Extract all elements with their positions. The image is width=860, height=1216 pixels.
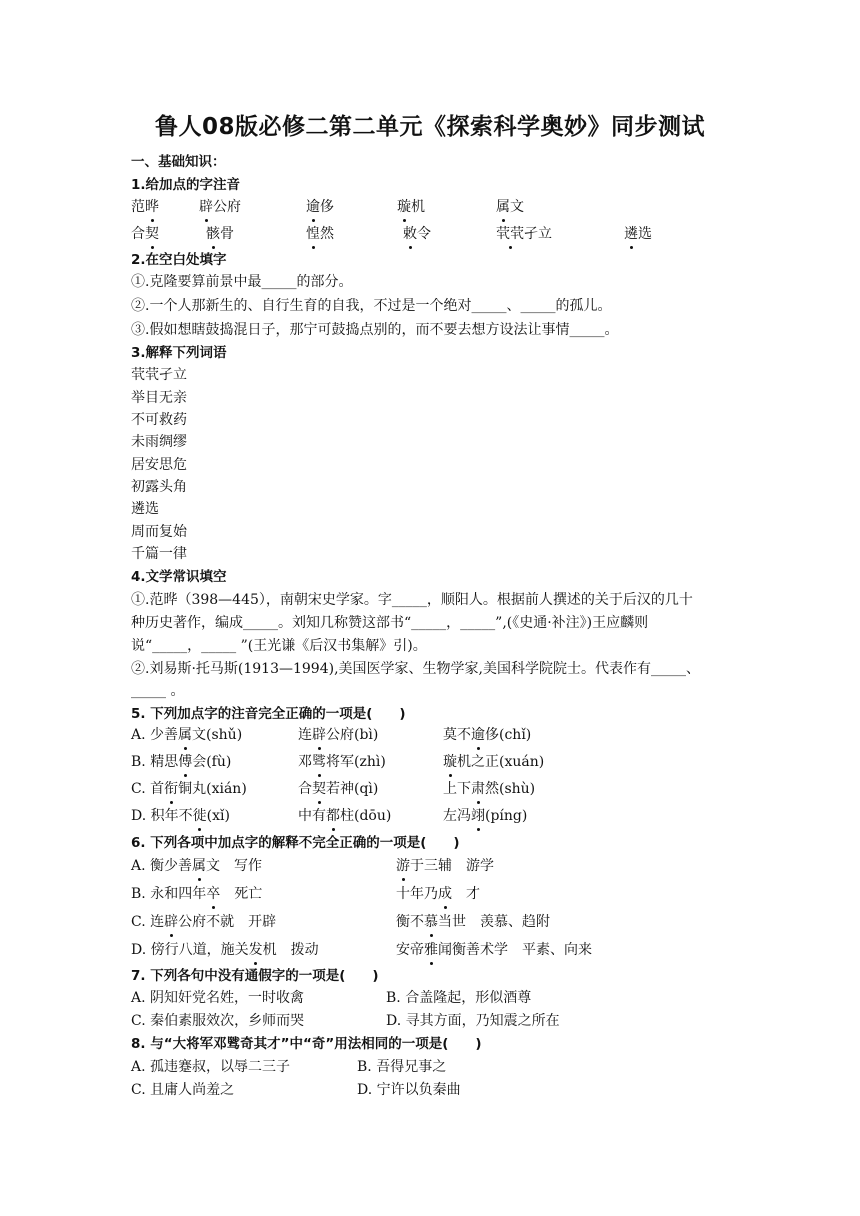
option-item [131, 752, 231, 772]
option-item [443, 725, 531, 745]
plain-text: 公府不就 开辟 [178, 914, 277, 930]
option-item [298, 725, 378, 745]
dotted-character: 肃 [471, 781, 485, 797]
plain-text: (píng) [485, 808, 528, 824]
dotted-character: 茕茕 [496, 226, 524, 242]
dotted-character: 遴 [624, 226, 638, 242]
plain-text: A. 衡少善 [131, 858, 193, 874]
vocab-item: 举目无亲 [131, 390, 187, 406]
plain-text: 若神(qì) [326, 781, 379, 797]
option-b: B. 合盖隆起，形似酒尊 [386, 990, 532, 1006]
dotted-character: 晔 [145, 199, 159, 215]
literature-line: ②.刘易斯·托马斯(1913—1994),美国医学家、生物学家,美国科学院院士。代表作有_____、 [131, 661, 700, 677]
question-5-heading: 5. 下列加点字的注音完全正确的一项是( ) [131, 706, 406, 722]
plain-text: 十年乃 [396, 886, 438, 902]
dotted-character: 属 [192, 858, 207, 874]
question-6-heading: 6. 下列各项中加点字的解释不完全正确的一项是( ) [131, 835, 460, 851]
dotted-character: 契 [145, 226, 159, 242]
plain-text: 文 写作 [206, 858, 263, 874]
plain-text: 侈 [320, 199, 334, 215]
dotted-character: 发 [248, 942, 263, 958]
plain-text: 中有 [298, 808, 326, 824]
plain-text: C. 首 [131, 781, 165, 797]
pinyin-term [306, 197, 334, 217]
plain-text: 机 [411, 199, 425, 215]
vocab-item: 周而复始 [131, 524, 187, 540]
option-b: B. 吾得兄事之 [357, 1059, 447, 1075]
pinyin-term [496, 224, 552, 244]
dotted-character: 都 [326, 808, 340, 824]
literature-line: 说“_____，_____ ”(王光谦《后汉书集解》引)。 [131, 638, 427, 654]
dotted-character: 璇 [443, 754, 457, 770]
option-item [298, 779, 378, 799]
plain-text: D. 积年不 [131, 808, 193, 824]
plain-text: 合 [298, 781, 312, 797]
option-item [131, 884, 262, 904]
option-a: A. 孤违蹇叔，以辱二三子 [131, 1059, 291, 1075]
question-7-heading: 7. 下列各句中没有通假字的一项是( ) [131, 968, 379, 984]
plain-text: 才 [452, 886, 480, 902]
option-item [396, 940, 592, 960]
fill-blank-line: ③.假如想瞎鼓捣混日子，那宁可鼓捣点别的，而不要去想方设法让事情_____。 [131, 322, 619, 338]
dotted-character: 属 [496, 199, 510, 215]
option-item [443, 806, 527, 826]
plain-text: 合 [131, 226, 145, 242]
pinyin-term [496, 197, 524, 217]
pinyin-term [624, 224, 652, 244]
question-3-heading: 3.解释下列词语 [131, 345, 227, 361]
option-item [131, 806, 230, 826]
dotted-character: 傅 [178, 754, 193, 770]
option-item [443, 779, 535, 799]
option-c: C. 秦伯素服效次，乡师而哭 [131, 1013, 305, 1029]
plain-text: 莫不 [443, 727, 471, 743]
question-1-heading: 1.给加点的字注音 [131, 177, 241, 193]
dotted-character: 骘 [312, 754, 326, 770]
plain-text: 会(fù) [192, 754, 232, 770]
plain-text: 于三辅 游学 [410, 858, 494, 874]
plain-text: 侈(chǐ) [485, 727, 532, 743]
plain-text: 范 [131, 199, 145, 215]
dotted-character: 卒 [206, 886, 221, 902]
dotted-character: 逾 [471, 727, 485, 743]
option-d: D. 宁许以负秦曲 [357, 1082, 461, 1098]
plain-text: 左冯 [443, 808, 471, 824]
question-8-heading: 8. 与“大将军邓骘奇其才”中“奇”用法相同的一项是( ) [131, 1036, 482, 1052]
option-item [131, 856, 262, 876]
vocab-item: 居安思危 [131, 457, 187, 473]
pinyin-term [306, 224, 334, 244]
plain-text: 公府(bì) [326, 727, 379, 743]
option-item [443, 752, 544, 772]
plain-text: A. 少善 [131, 727, 179, 743]
plain-text: 连 [298, 727, 312, 743]
plain-text: B. 精思 [131, 754, 179, 770]
option-item [131, 725, 242, 745]
fill-blank-line: ①.克隆要算前景中最_____的部分。 [131, 274, 353, 290]
question-4-heading: 4.文学常识填空 [131, 569, 227, 585]
fill-blank-line: ②.一个人那新生的、自行生育的自我，不过是一个绝对_____、_____的孤儿。 [131, 298, 612, 314]
vocab-item: 茕茕孑立 [131, 367, 187, 383]
option-d: D. 寻其方面，乃知震之所在 [386, 1013, 560, 1029]
vocab-item: 不可救药 [131, 412, 187, 428]
option-item [131, 940, 319, 960]
plain-text: 上下 [443, 781, 471, 797]
option-item [131, 779, 247, 799]
dotted-character: 衔 [164, 781, 179, 797]
option-item [131, 912, 276, 932]
dotted-character: 辟 [312, 727, 326, 743]
plain-text: 文(shǔ) [192, 727, 243, 743]
dotted-character: 翊 [471, 808, 485, 824]
plain-text: 闻衡善术学 平素、向来 [438, 942, 592, 958]
pinyin-term [131, 197, 159, 217]
plain-text: 然(shù) [485, 781, 536, 797]
dotted-character: 慕 [424, 914, 438, 930]
dotted-character: 敕 [403, 226, 417, 242]
dotted-character: 游 [396, 858, 410, 874]
vocab-item: 遴选 [131, 501, 159, 517]
vocab-item: 初露头角 [131, 479, 187, 495]
plain-text: 衡不 [396, 914, 424, 930]
plain-text: 邓 [298, 754, 312, 770]
plain-text: 安帝 [396, 942, 424, 958]
dotted-character: 璇 [397, 199, 411, 215]
literature-line: _____ 。 [131, 683, 185, 699]
option-item [396, 856, 494, 876]
plain-text: B. 永和四年 [131, 886, 207, 902]
plain-text: 选 [638, 226, 652, 242]
option-item [298, 752, 386, 772]
plain-text: 公府 [213, 199, 241, 215]
pinyin-term [131, 224, 159, 244]
plain-text: D. 傍行八道，施关 [131, 942, 249, 958]
question-2-heading: 2.在空白处填字 [131, 252, 227, 268]
plain-text: 文 [510, 199, 524, 215]
dotted-character: 属 [178, 727, 193, 743]
plain-text: 孑立 [524, 226, 552, 242]
vocab-item: 未雨绸缪 [131, 434, 187, 450]
dotted-character: 逾 [306, 199, 320, 215]
dotted-character: 惶 [306, 226, 320, 242]
plain-text: 骨 [220, 226, 234, 242]
option-item [396, 884, 480, 904]
plain-text: 机 拨动 [262, 942, 319, 958]
plain-text: C. 连 [131, 914, 165, 930]
literature-line: ①.范晔（398—445），南朝宋史学家。字_____，顺阳人。根据前人撰述的关于后汉的几十 [131, 592, 693, 608]
plain-text: 当世 羡慕、趋附 [438, 914, 550, 930]
option-a: A. 阴知奸党名姓，一时收禽 [131, 990, 305, 1006]
dotted-character: 成 [438, 886, 452, 902]
literature-line: 种历史著作，编成_____。刘知几称赞这部书“_____，_____”,(《史通·补注》)王应麟则 [131, 615, 649, 631]
dotted-character: 辟 [199, 199, 213, 215]
dotted-character: 契 [312, 781, 326, 797]
plain-text: 令 [417, 226, 431, 242]
dotted-character: 辟 [164, 914, 179, 930]
plain-text: 将军(zhì) [326, 754, 386, 770]
pinyin-term [397, 197, 425, 217]
dotted-character: 骸 [206, 226, 220, 242]
plain-text: 机之正(xuán) [457, 754, 545, 770]
section-heading: 一、基础知识： [131, 154, 226, 170]
plain-text: 柱(dōu) [340, 808, 392, 824]
pinyin-term [403, 224, 431, 244]
plain-text: 死亡 [220, 886, 263, 902]
dotted-character: 雅 [424, 942, 438, 958]
plain-text: 然 [320, 226, 334, 242]
plain-text: 铜丸(xián) [178, 781, 247, 797]
pinyin-term [206, 224, 234, 244]
document-title: 鲁人08版必修二第二单元《探索科学奥妙》同步测试 [154, 114, 705, 140]
option-c: C. 且庸人尚羞之 [131, 1082, 235, 1098]
plain-text: (xǐ) [206, 808, 230, 824]
vocab-item: 千篇一律 [131, 546, 187, 562]
option-item [298, 806, 391, 826]
option-item [396, 912, 550, 932]
dotted-character: 徙 [192, 808, 207, 824]
pinyin-term [199, 197, 241, 217]
